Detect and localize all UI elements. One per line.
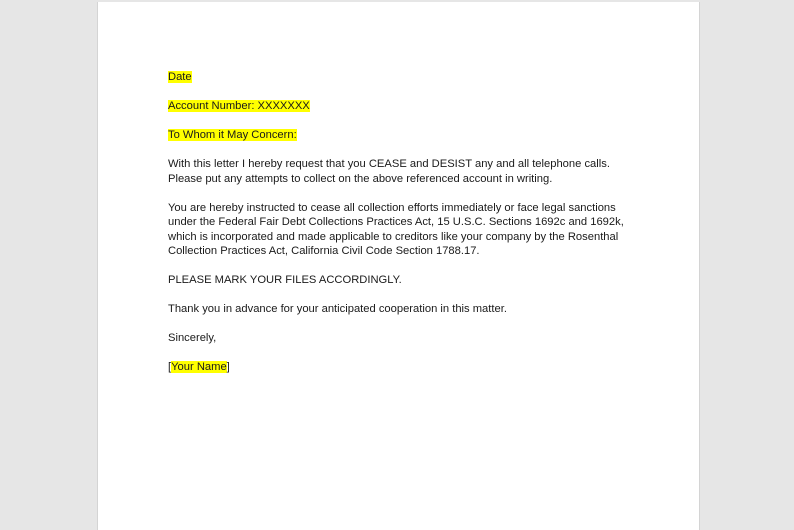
paragraph-cease-desist: With this letter I hereby request that you CEASE and DESIST any and all telephone calls. Please put any attempts to collect on the above referenced account in writing.	[168, 157, 617, 185]
document-page[interactable]	[97, 2, 700, 530]
date-line	[168, 70, 638, 85]
salutation-text: To Whom it May Concern:	[168, 128, 297, 141]
signature-name-placeholder: Your Name	[171, 361, 227, 374]
account-number-placeholder: Account Number: XXXXXXX	[168, 99, 310, 112]
letter-body[interactable]	[168, 70, 638, 389]
paragraph-mark-files: PLEASE MARK YOUR FILES ACCORDINGLY.	[168, 274, 402, 287]
signature-open-bracket: [	[168, 361, 172, 374]
signature-close-bracket: ]	[226, 361, 230, 374]
account-number-line	[168, 99, 638, 114]
date-placeholder: Date	[168, 71, 192, 83]
closing-line: Sincerely,	[168, 332, 217, 345]
salutation-line	[168, 128, 638, 143]
paragraph-legal-notice: You are hereby instructed to cease all collection efforts immediately or face legal sanctions under the Federal Fair Debt Collections Practices Act, 15 U.S.C. Sections 1692c and 1692k, which is incorporated and made applicable to creditors like your company by the Rosenthal Collection Practices Act, California Civil Code Section 1788.17.	[168, 201, 624, 258]
signature-line	[168, 360, 638, 375]
paragraph-thank-you: Thank you in advance for your anticipated cooperation in this matter.	[168, 303, 507, 316]
